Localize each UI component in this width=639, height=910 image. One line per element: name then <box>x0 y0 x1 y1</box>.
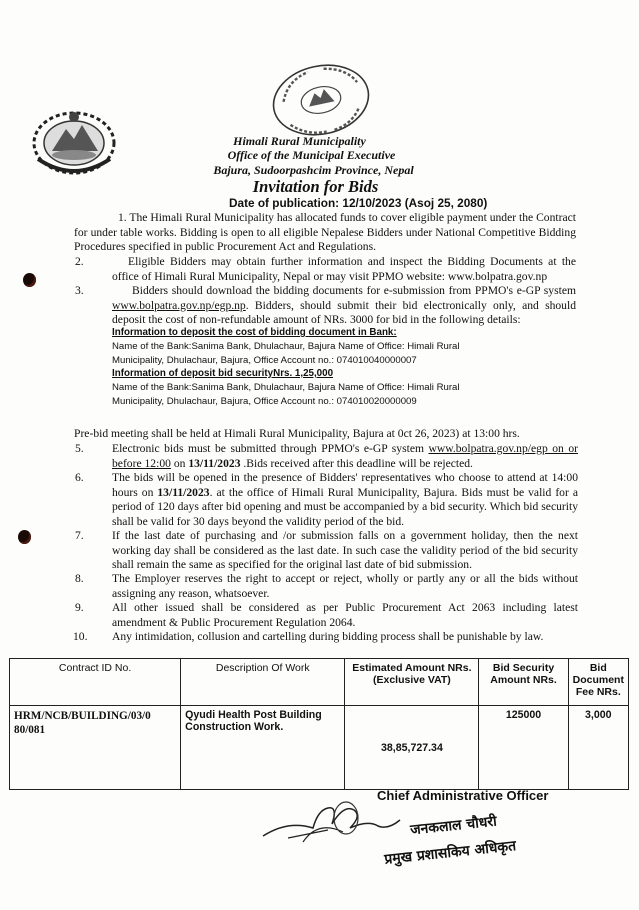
prebid-meeting: Pre-bid meeting shall be held at Himali Rural Municipality, Bajura at 0ct 26, 2023) at 13:00 hrs. <box>74 427 520 440</box>
bank-doc-heading: Information to deposit the cost of bidding document in Bank: <box>112 327 397 338</box>
col-estimated-amount: Estimated Amount NRs. (Exclusive VAT) <box>345 659 479 706</box>
bank-security-line-2: Municipality, Dhulachaur, Bajura, Office Account no.: 074010020000009 <box>112 396 417 407</box>
item-1: 1. The Himali Rural Municipality has allocated funds to cover eligible payment under the Contract for under table works. Bidding is open to all eligible Nepalese Bidders under National Competitive Bidding Procedures specified in public Procurement Act and Regulations. <box>74 211 576 254</box>
cell-bid-security: 125000 <box>479 706 568 790</box>
col-bid-security: Bid Security Amount NRs. <box>479 659 568 706</box>
item-8-number: 8. <box>75 572 84 585</box>
cell-contract-id: HRM/NCB/BUILDING/03/0 80/081 <box>10 706 181 790</box>
bid-table <box>9 658 629 790</box>
item-7-text: If the last date of purchasing and /or submission falls on a government holiday, then the next working day shall be considered as the last date. In such case the validity period of the bid security shall remain the same as specified for the original last date of bid submission. <box>112 529 578 572</box>
item-3-number: 3. <box>75 284 84 297</box>
punch-hole <box>18 530 31 544</box>
item-6-text: The bids will be opened in the presence of Bidders' representatives who choose to attend at 14:00 hours on 13/11/2023. at the office of Himali Rural Municipality, Bajura. Bids must be valid for a period of 120 days after bid opening and must be accompanied by a bid security. Which bid security shall be valid for 30 days beyond the validity period of the bid. <box>112 471 578 528</box>
bank-security-heading: Information of deposit bid securityNrs. 1,25,000 <box>112 368 334 379</box>
address: Bajura, Sudoorpashcim Province, Nepal <box>213 163 414 177</box>
office-name: Office of the Municipal Executive <box>227 148 396 162</box>
egp-link[interactable]: www.bolpatra.gov.np/egp.np <box>112 298 246 312</box>
col-description: Description Of Work <box>181 659 345 706</box>
item-7-number: 7. <box>75 529 84 542</box>
item-10-number: 10. <box>73 630 88 643</box>
cell-estimated-amount: 38,85,727.34 <box>345 706 479 790</box>
item-10-text: Any intimidation, collusion and cartelling during bidding process shall be punishable by law. <box>112 630 544 643</box>
egp-submit-link[interactable]: www.bolpatra.gov.np/egp on or before 12:00 <box>112 442 578 470</box>
col-document-fee: Bid Document Fee NRs. <box>568 659 628 706</box>
office-seal <box>268 60 374 140</box>
item-8-text: The Employer reserves the right to accept or reject, wholly or partly any or all the bids without assigning any reason, whatsoever. <box>112 572 578 600</box>
item-2-text: Eligible Bidders may obtain further information and inspect the Bidding Documents at the office of Himali Rural Municipality, Nepal or may visit PPMO website: www.bolpatra.gov.np <box>112 255 576 283</box>
signatory-name-nepali: जनकलाल चौधरी <box>409 813 498 839</box>
item-9-text: All other issued shall be considered as per Public Procurement Act 2063 including latest amendment & Public Procurement Regulation 2064. <box>112 601 578 629</box>
bank-doc-line-1: Name of the Bank:Sanima Bank, Dhulachaur, Bajura Name of Office: Himali Rural <box>112 341 460 352</box>
item-5-number: 5. <box>75 442 84 455</box>
item-9-number: 9. <box>75 601 84 614</box>
bank-security-line-1: Name of the Bank:Sanima Bank, Dhulachaur, Bajura Name of Office: Himali Rural <box>112 382 460 393</box>
table-row <box>10 706 629 790</box>
date-of-publication: Date of publication: 12/10/2023 (Asoj 25, 2080) <box>229 196 488 210</box>
col-contract-id: Contract ID No. <box>10 659 181 706</box>
item-2-number: 2. <box>75 255 84 268</box>
cell-description: Qyudi Health Post Building Construction Work. <box>181 706 345 790</box>
item-6-number: 6. <box>75 471 84 484</box>
handwritten-signature <box>258 790 408 850</box>
punch-hole <box>23 273 36 287</box>
org-name: Himali Rural Municipality <box>233 134 366 148</box>
cell-document-fee: 3,000 <box>568 706 628 790</box>
signatory-designation-nepali: प्रमुख प्रशासकिय अधिकृत <box>383 838 517 868</box>
item-5-text: Electronic bids must be submitted through PPMO's e-GP system www.bolpatra.gov.np/egp on or before 12:00 on 13/11/2023 .Bids received after this deadline will be rejected. <box>112 442 578 470</box>
page-title: Invitation for Bids <box>252 177 379 196</box>
table-header-row <box>10 659 629 706</box>
bank-doc-line-2: Municipality, Dhulachaur, Bajura, Office Account no.: 074010040000007 <box>112 355 417 366</box>
item-3-text: Bidders should download the bidding documents for e-submission from PPMO's e-GP system www.bolpatra.gov.np/egp.np. Bidders, should submit their bid electronically only, and should deposit the cost of non-refundable amount of NRs. 3000 for bid in the following details: <box>112 284 576 327</box>
signatory-title: Chief Administrative Officer <box>377 788 549 803</box>
